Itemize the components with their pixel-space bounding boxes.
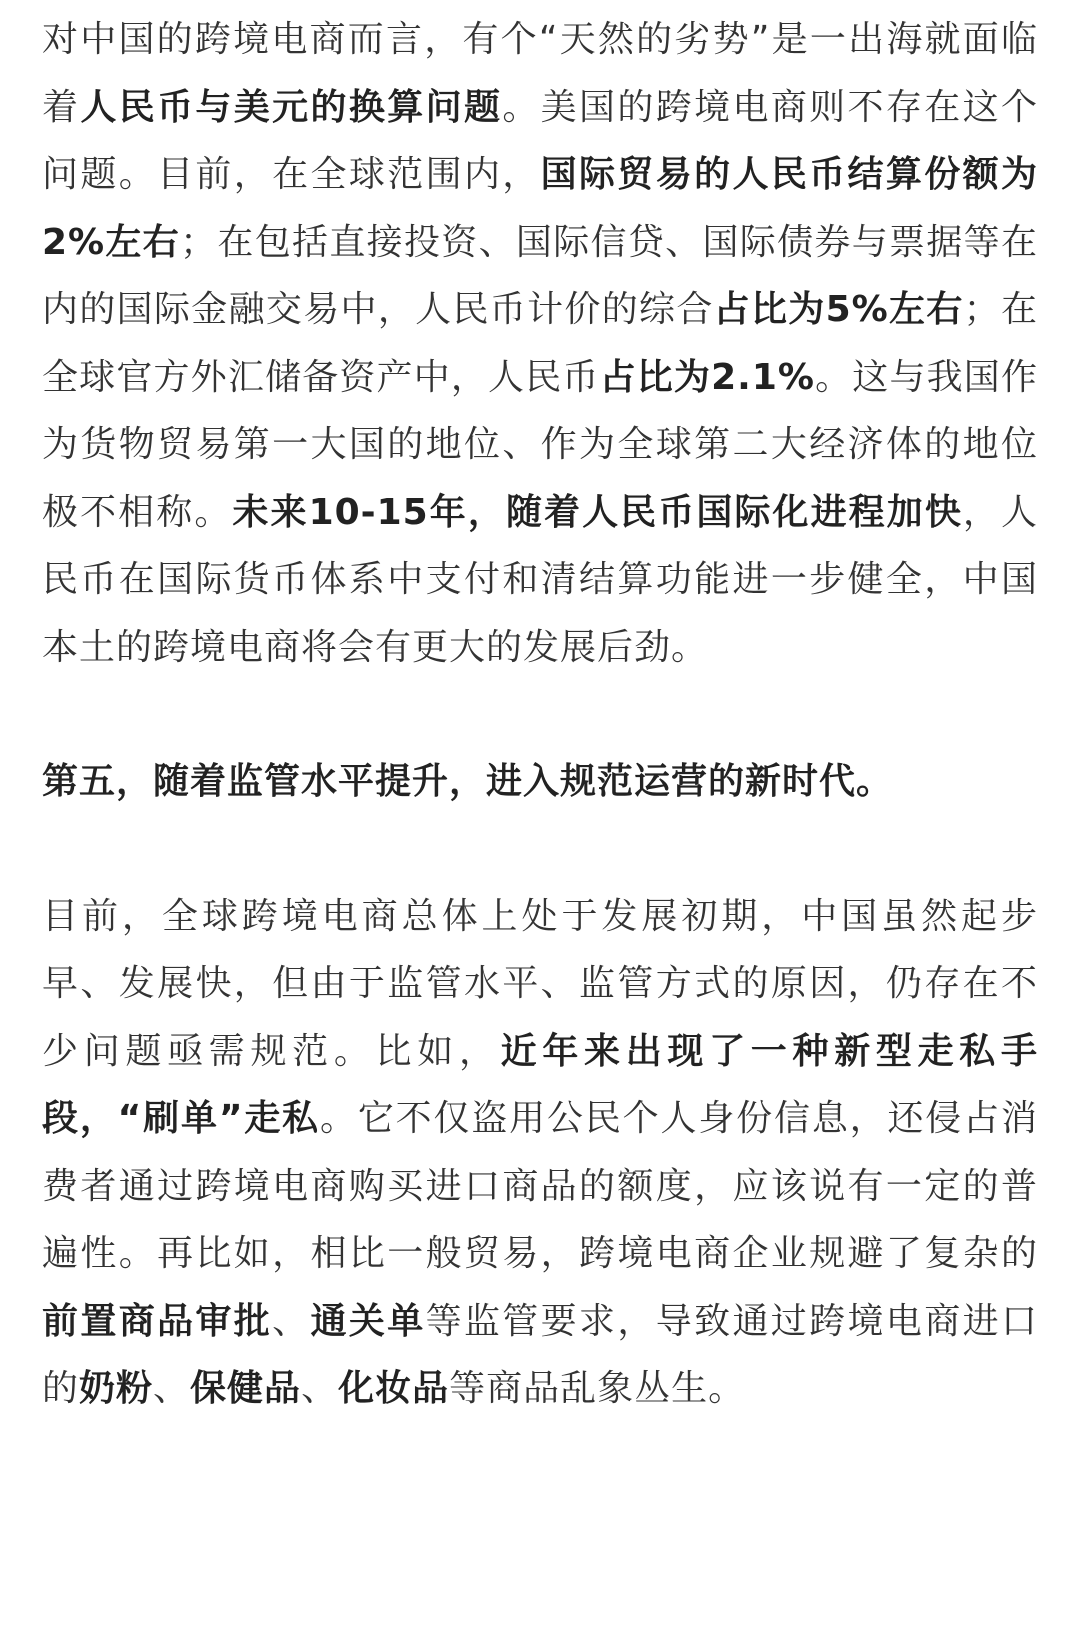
bold-text-segment: 占比为2.1% — [599, 356, 815, 398]
bold-text-segment: 保健品 — [190, 1368, 302, 1409]
bold-text-segment: 奶粉 — [79, 1368, 154, 1409]
section-heading-regulation — [42, 748, 1038, 816]
text-segment: 、 — [272, 1300, 311, 1342]
text-segment: 对中国的跨境电商而言，有个“天然的劣势”是一出海就面临着 — [42, 19, 1038, 128]
text-segment: 。美国的跨境电商则不存在这个问题。目前，在全球范围内， — [42, 86, 1038, 195]
paragraph-currency-settlement — [42, 6, 1038, 681]
bold-text-segment: 通关单 — [310, 1300, 426, 1342]
text-segment: 。它不仅盗用公民个人身份信息，还侵占消费者通过跨境电商购买进口商品的额度，应该说有一定的普遍性。再比如，相比一般贸易，跨境电商企业规避了复杂的 — [42, 1098, 1038, 1274]
bold-text-segment: 近年来出现了一种新型走私手段，“刷单”走私 — [42, 1030, 1038, 1139]
bold-text-segment: 占比为5%左右 — [713, 289, 964, 330]
bold-text-segment: 化妆品 — [338, 1368, 450, 1409]
text-segment: 、 — [153, 1368, 191, 1409]
text-segment: 、 — [301, 1368, 339, 1409]
text-segment: ；在全球官方外汇储备资产中，人民币 — [42, 289, 1038, 398]
bold-text-segment: 未来10-15年，随着人民币国际化进程加快 — [232, 491, 963, 533]
text-segment: 。这与我国作为货物贸易第一大国的地位、作为全球第二大经济体的地位极不相称。 — [42, 356, 1038, 533]
bold-text-segment: 第五，随着监管水平提升，进入规范运营的新时代。 — [42, 761, 894, 802]
text-segment: 等商品乱象丛生。 — [449, 1368, 746, 1409]
text-segment: 等监管要求，导致通过跨境电商进口的 — [42, 1300, 1038, 1409]
bold-text-segment: 国际贸易的人民币结算份额为2%左右 — [42, 154, 1038, 263]
text-segment: 目前，全球跨境电商总体上处于发展初期，中国虽然起步早、发展快，但由于监管水平、监管方式的原因，仍存在不少问题亟需规范。比如， — [42, 895, 1038, 1072]
text-segment: ；在包括直接投资、国际信贷、国际债券与票据等在内的国际金融交易中，人民币计价的综合 — [42, 221, 1038, 330]
bold-text-segment: 前置商品审批 — [42, 1300, 273, 1342]
paragraph-regulation-issues — [42, 883, 1038, 1423]
bold-text-segment: 人民币与美元的换算问题 — [80, 86, 503, 128]
text-segment: ，人民币在国际货币体系中支付和清结算功能进一步健全，中国本土的跨境电商将会有更大的发展后劲。 — [42, 491, 1038, 668]
